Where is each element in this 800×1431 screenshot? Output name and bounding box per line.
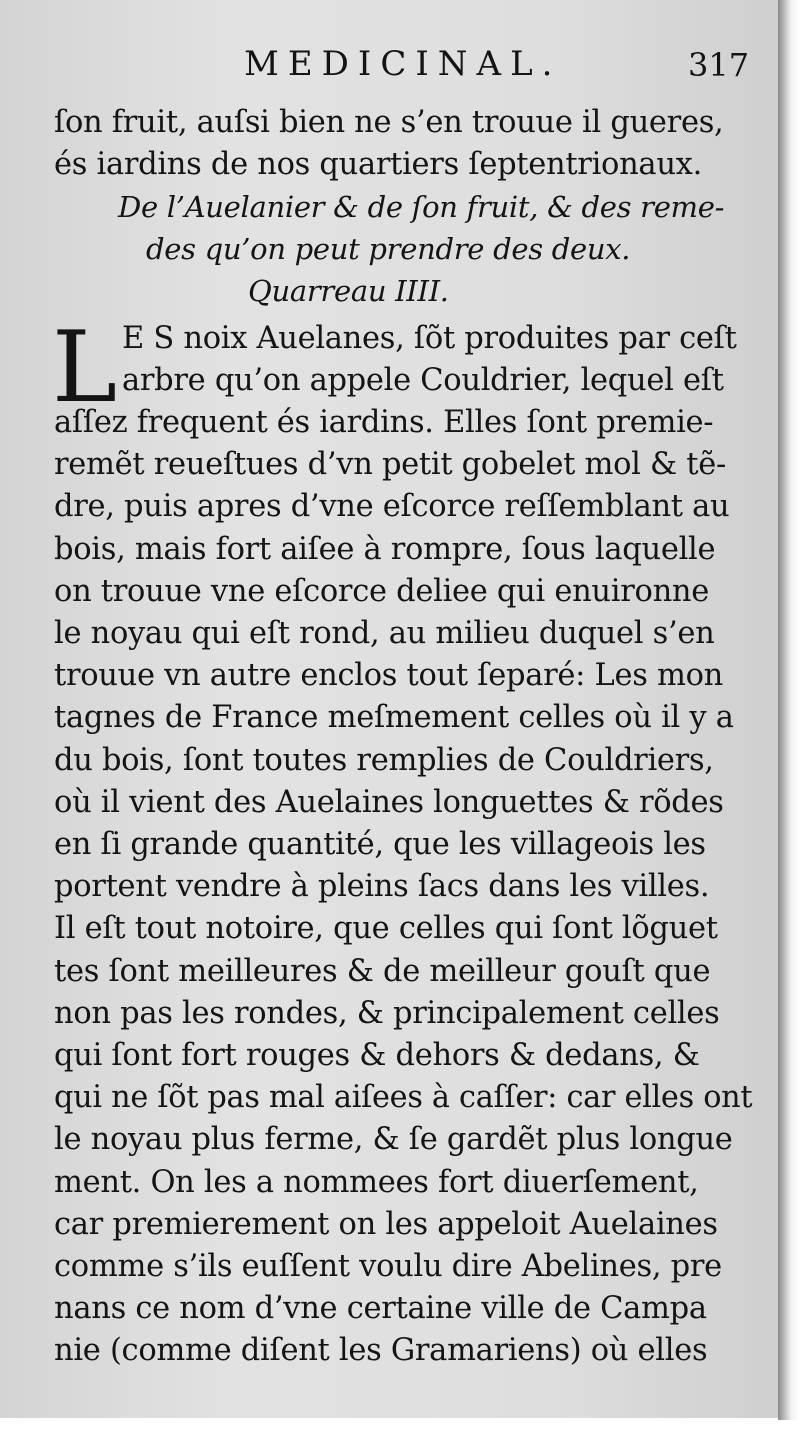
body-line: aſſez frequent és iardins. Elles ſont premie- (54, 405, 714, 440)
chapter-heading-line-2: des qu’on peut prendre des deux. (146, 232, 631, 266)
body-line: où il vient des Auelaines longuettes & rõdes (54, 784, 724, 820)
body-line: car premierement on les appeloit Auelaines (54, 1206, 718, 1242)
body-line: remẽt reueſtues d’vn petit gobelet mol & tẽ- (54, 447, 726, 483)
body-line: tagnes de France meſmement celles où il y a (54, 700, 734, 736)
body-line-first: E S noix Auelanes, ſõt produites par ceſt (122, 321, 737, 356)
body-line: en ſi grande quantité, que les villageois les (54, 827, 706, 862)
body-line: portent vendre à pleins ſacs dans les villes. (54, 869, 710, 905)
page-header (0, 44, 780, 94)
quarreau-heading: Quarreau IIII. (248, 274, 449, 308)
body-line: le noyau qui eſt rond, au milieu duquel s’en (54, 616, 715, 651)
body-line: on trouue vne eſcorce deliee qui enuironne (54, 573, 710, 609)
body-line: comme s’ils euſſent voulu dire Abelines, pre (54, 1249, 722, 1284)
chapter-heading-line-1: De l’Auelanier & de ſon fruit, & des reme- (118, 190, 725, 224)
text-line-2: és iardins de nos quartiers ſeptentrionaux. (54, 147, 702, 182)
page-edge-shadow (778, 0, 800, 1420)
body-line: bois, mais fort aiſee à rompre, ſous laquelle (54, 531, 716, 567)
body-line: ment. On les a nommees fort diuerſement, (54, 1164, 699, 1200)
drop-cap-initial: L (52, 311, 118, 425)
body-line: dre, puis apres d’vne eſcorce reſſemblant au (54, 489, 730, 525)
body-line-second: arbre qu’on appele Couldrier, lequel eſt (122, 363, 724, 398)
body-line: nie (comme diſent les Gramariens) où elles (54, 1333, 708, 1369)
body-line: du bois, ſont toutes remplies de Couldriers, (54, 742, 714, 778)
text-line-1: ſon fruit, auſsi bien ne s’en trouue il gueres, (54, 105, 724, 140)
body-line: le noyau plus ferme, & ſe gardẽt plus longue (54, 1122, 733, 1158)
body-line: Il eſt tout notoire, que celles qui ſont lõguet (54, 911, 718, 947)
body-line: qui ne ſõt pas mal aiſees à caſſer: car elles ont (54, 1080, 753, 1116)
body-line: trouue vn autre enclos tout ſeparé: Les mon (54, 658, 723, 694)
body-line: qui ſont fort rouges & dehors & dedans, & (54, 1038, 700, 1073)
body-line: nans ce nom d’vne certaine ville de Campa (54, 1291, 707, 1327)
running-title: MEDICINAL. (244, 44, 562, 84)
body-line: tes ſont meilleures & de meilleur gouſt que (54, 953, 711, 989)
page-number: 317 (688, 46, 750, 84)
body-line: non pas les rondes, & principalement celles (54, 995, 720, 1031)
